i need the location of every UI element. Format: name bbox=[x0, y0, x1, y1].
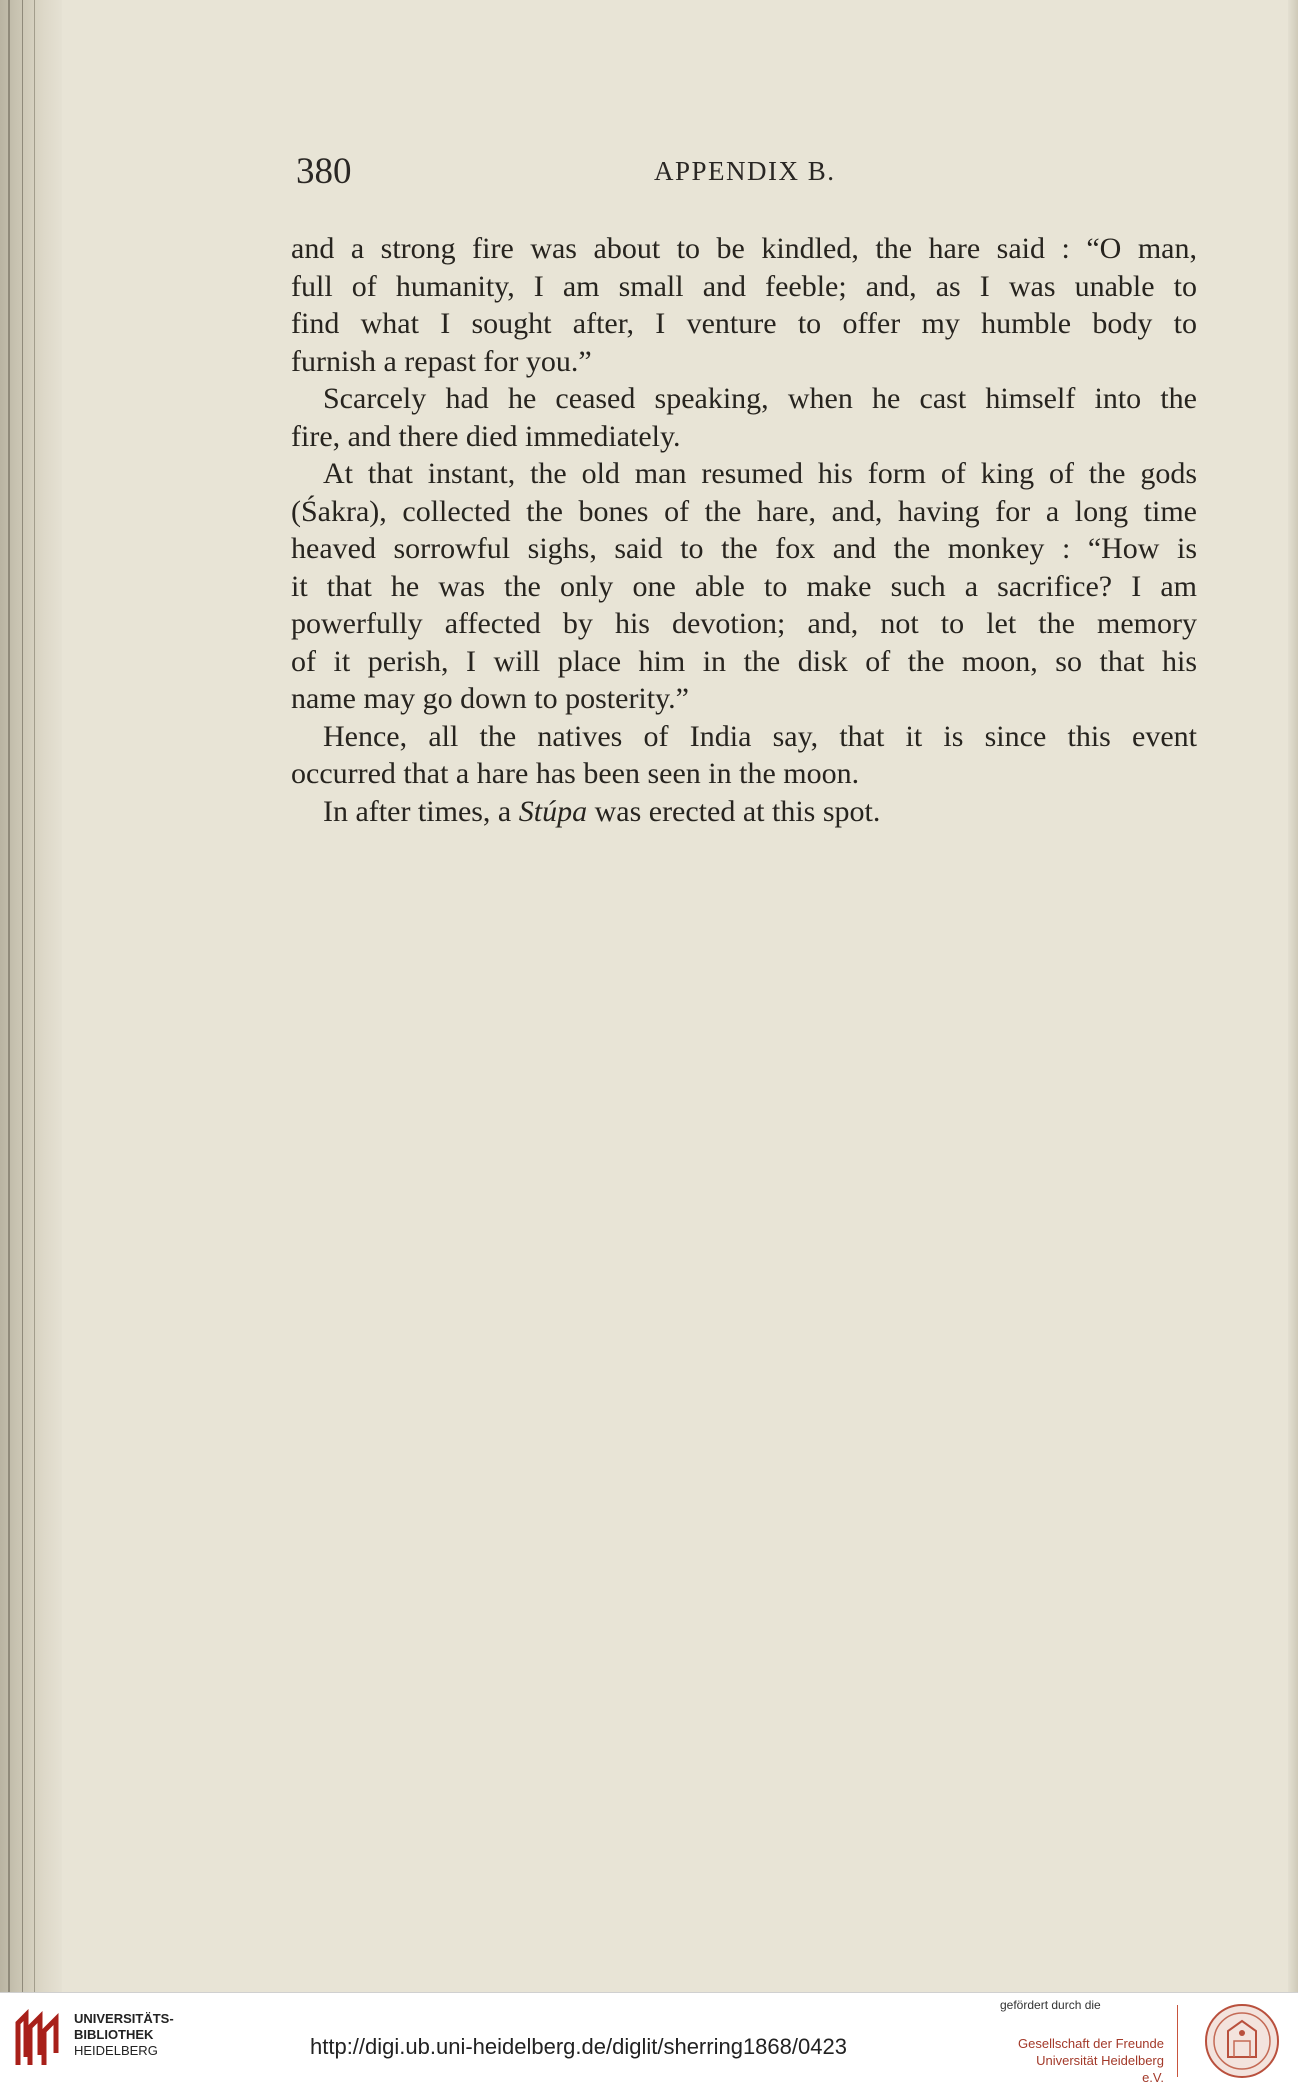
binding-line bbox=[34, 0, 35, 1992]
page-right-edge bbox=[1288, 0, 1298, 1992]
running-head: APPENDIX B. bbox=[654, 156, 836, 186]
permalink-url[interactable]: http://digi.ub.uni-heidelberg.de/diglit/sherring1868/0423 bbox=[310, 2034, 847, 2059]
text-line: At that instant, the old man resumed his form of king of the gods bbox=[323, 457, 1197, 490]
text-segment: was erected at this spot. bbox=[587, 794, 881, 828]
university-seal-icon bbox=[1194, 2001, 1290, 2081]
text-line: it that he was the only one able to make such a sacrifice? I am bbox=[291, 569, 1197, 603]
text-line: name may go down to posterity.” bbox=[291, 682, 689, 715]
digitization-footer bbox=[0, 1992, 1298, 2087]
text-line: of it perish, I will place him in the disk of the moon, so that his bbox=[291, 644, 1197, 678]
text-line: (Śakra), collected the bones of the hare, and, having for a long time bbox=[291, 494, 1197, 528]
page-header bbox=[296, 150, 1196, 196]
binding-line bbox=[8, 0, 10, 1992]
text-line: powerfully affected by his devotion; and, not to let the memory bbox=[291, 607, 1197, 640]
sponsor-line: Universität Heidelberg e.V. bbox=[1036, 2053, 1164, 2085]
library-name-line: BIBLIOTHEK bbox=[74, 2027, 154, 2042]
text-segment: In after times, a bbox=[323, 794, 519, 828]
sponsor-line: Gesellschaft der Freunde bbox=[1018, 2036, 1164, 2051]
university-library-name bbox=[74, 2011, 174, 2059]
text-line: find what I sought after, I venture to offer my humble body to bbox=[291, 307, 1197, 340]
library-name-line: UNIVERSITÄTS- bbox=[74, 2011, 174, 2026]
university-library-logo-icon bbox=[12, 2009, 66, 2071]
text-line: heaved sorrowful sighs, said to the fox and the monkey : “How is bbox=[291, 532, 1197, 565]
stupa-emphasis: Stúpa bbox=[518, 794, 588, 828]
page-number: 380 bbox=[296, 151, 352, 192]
text-line-final bbox=[291, 793, 1197, 831]
sponsor-name bbox=[1012, 2035, 1164, 2086]
sponsor-label: gefördert durch die bbox=[1000, 1998, 1101, 2012]
text-line: Scarcely had he ceased speaking, when he cast himself into the bbox=[323, 382, 1197, 415]
text-line: and a strong fire was about to be kindled, the hare said : “O man, bbox=[291, 232, 1197, 265]
text-line: occurred that a hare has been seen in the moon. bbox=[291, 757, 860, 790]
text-line: full of humanity, I am small and feeble; and, as I was unable to bbox=[291, 269, 1197, 303]
text-line: furnish a repast for you.” bbox=[291, 344, 592, 378]
text-line: fire, and there died immediately. bbox=[291, 419, 681, 453]
text-line: Hence, all the natives of India say, that it is since this event bbox=[323, 719, 1197, 753]
book-binding-edge bbox=[0, 0, 62, 1992]
body-text bbox=[291, 230, 1197, 830]
library-name-line: HEIDELBERG bbox=[74, 2043, 158, 2058]
sponsor-divider bbox=[1177, 2005, 1178, 2077]
binding-line bbox=[22, 0, 23, 1992]
